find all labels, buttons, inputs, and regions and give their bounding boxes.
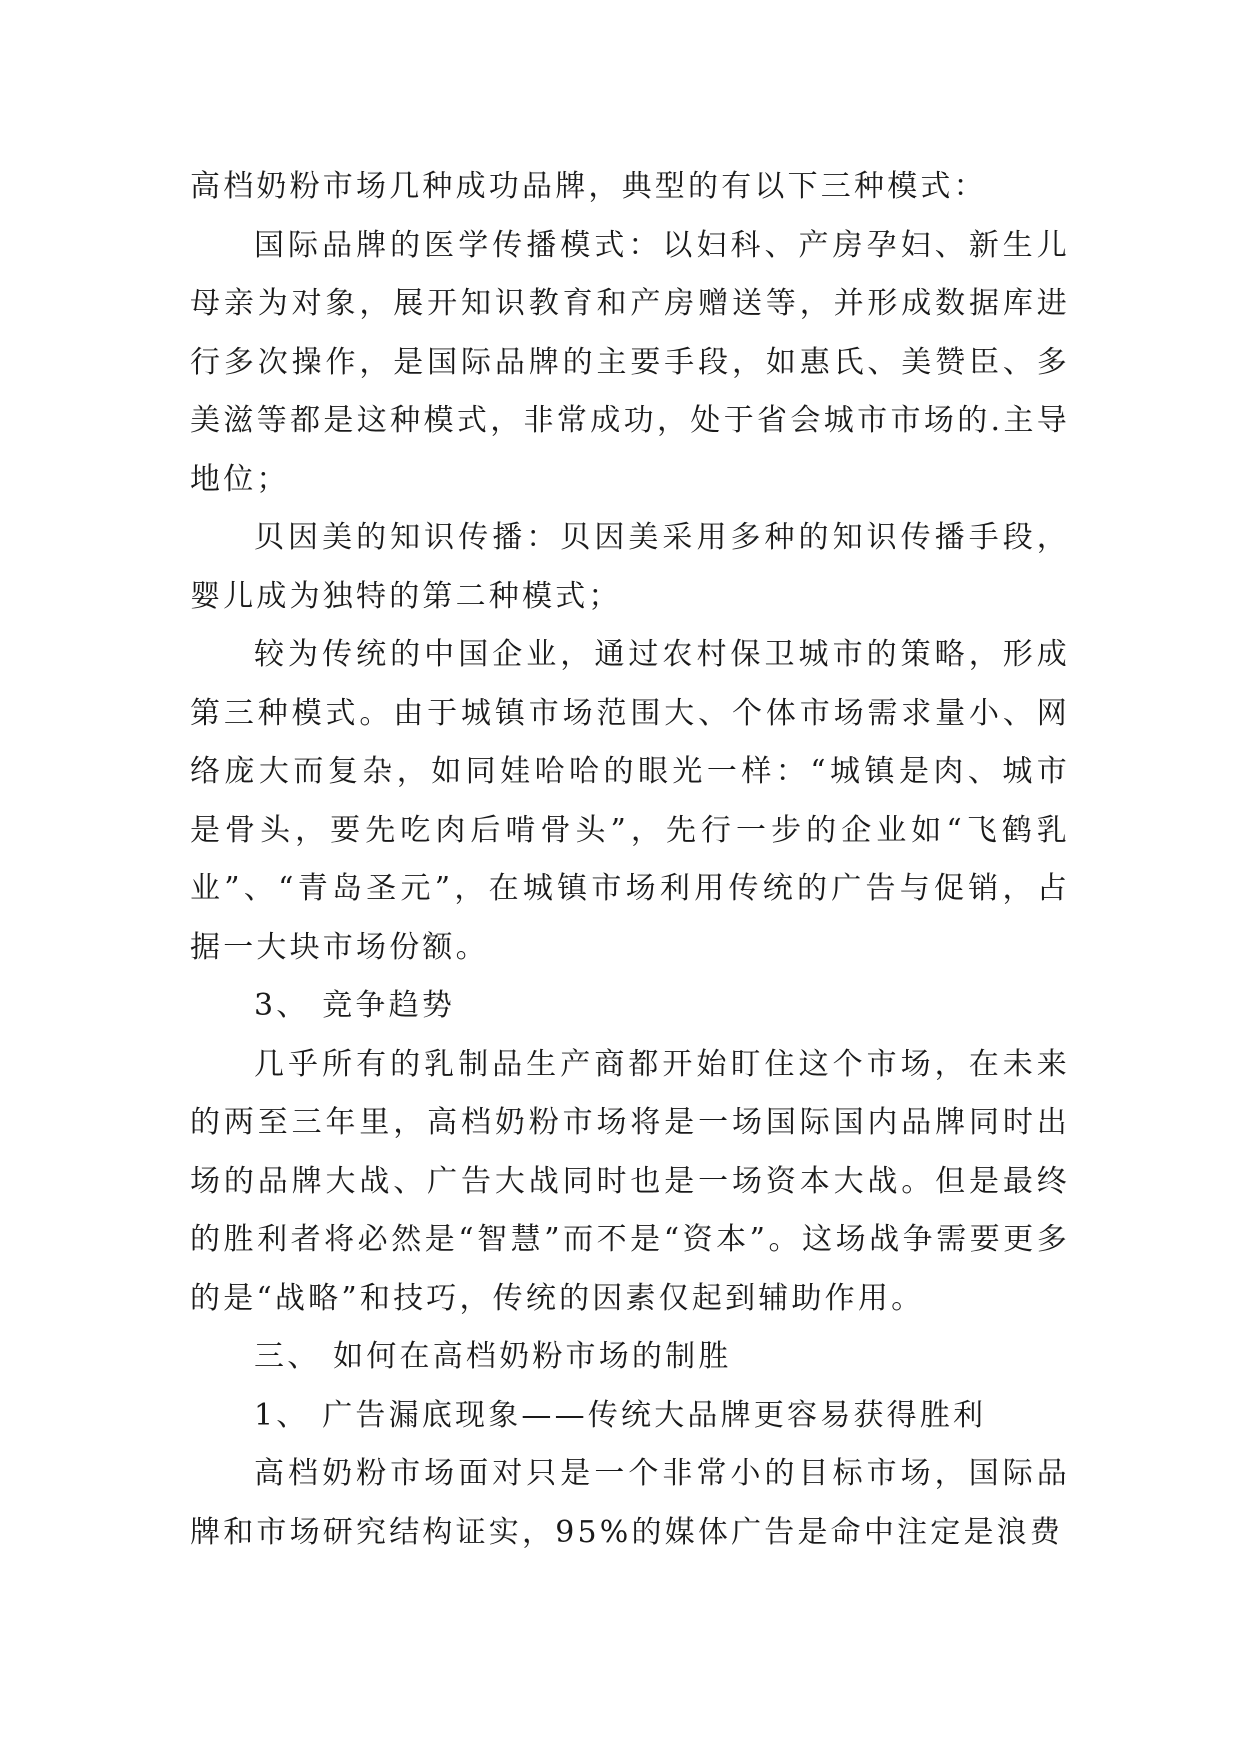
paragraph-ad-leakage: 高档奶粉市场面对只是一个非常小的目标市场，国际品牌和市场研究结构证实，95%的媒体广告是命中注定是浪费 [190,1456,1070,1550]
paragraph-international-brand-model: 国际品牌的医学传播模式：以妇科、产房孕妇、新生儿母亲为对象，展开知识教育和产房赠送等，并形成数据库进行多次操作，是国际品牌的主要手段，如惠氏、美赞臣、多美滋等都是这种模式，非常成功，处于省会城市市场的.主导地位； [190,227,1070,497]
paragraph-competition-trend: 几乎所有的乳制品生产商都开始盯住这个市场，在未来的两至三年里，高档奶粉市场将是一场国际国内品牌同时出场的品牌大战、广告大战同时也是一场资本大战。但是最终的胜利者将必然是“智慧”而不是“资本”。这场战争需要更多的是“战略”和技巧，传统的因素仅起到辅助作用。 [190,1046,1070,1316]
heading-competition-trend: 3、 竞争趋势 [254,988,456,1023]
heading-how-to-win: 三、 如何在高档奶粉市场的制胜 [254,1339,732,1374]
document-body [190,158,1070,1562]
paragraph-intro: 高档奶粉市场几种成功品牌，典型的有以下三种模式： [190,169,987,204]
paragraph-beingmate-model: 贝因美的知识传播：贝因美采用多种的知识传播手段，婴儿成为独特的第二种模式； [190,520,1070,614]
paragraph-traditional-chinese-model: 较为传统的中国企业，通过农村保卫城市的策略，形成第三种模式。由于城镇市场范围大、个体市场需求量小、网络庞大而复杂，如同娃哈哈的眼光一样：“城镇是肉、城市是骨头，要先吃肉后啃骨头”，先行一步的企业如“飞鹤乳业”、“青岛圣元”，在城镇市场利用传统的广告与促销，占据一大块市场份额。 [190,637,1070,965]
heading-ad-leakage: 1、 广告漏底现象——传统大品牌更容易获得胜利 [254,1397,987,1433]
